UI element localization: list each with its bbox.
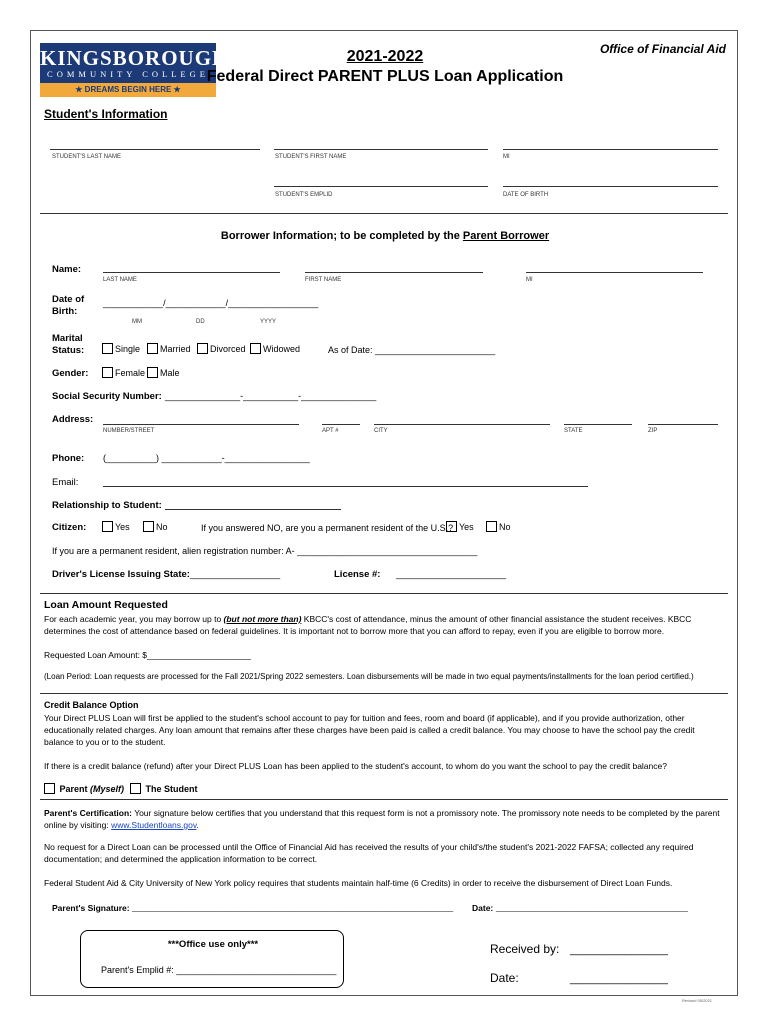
email-label: Email:: [52, 477, 79, 488]
address-apt-caption: APT #: [322, 428, 339, 434]
alien-registration-field[interactable]: If you are a permanent resident, alien registration number: A- ____________________________________: [52, 546, 478, 556]
gender-female-label: Female: [115, 367, 146, 378]
checkbox-icon: [143, 521, 154, 532]
checkbox-icon: [130, 783, 141, 794]
dob-dd-caption: DD: [196, 319, 205, 325]
relationship-label: Relationship to Student:: [52, 500, 162, 511]
marital-label-line2: Status:: [52, 345, 85, 356]
citizen-yes-checkbox[interactable]: [102, 521, 130, 532]
credit-parent-checkbox[interactable]: [44, 783, 124, 794]
credit-balance-question: If there is a credit balance (refund) after your Direct PLUS Loan has been applied to the student's account, to whom do you want the school to pay the credit balance?: [44, 761, 667, 771]
certification-label: Parent's Certification:: [44, 808, 132, 818]
office-use-heading: ***Office use only***: [167, 939, 259, 950]
marital-widowed-checkbox[interactable]: [250, 343, 300, 354]
student-dob-line[interactable]: [503, 186, 718, 187]
signature-date-field[interactable]: ______________________________________________: [496, 903, 688, 912]
borrower-first-name-caption: FIRST NAME: [305, 277, 342, 283]
borrower-heading: [0, 230, 770, 242]
pr-yes-label: Yes: [459, 521, 474, 532]
student-emplid-caption: STUDENT'S EMPLID: [275, 192, 333, 198]
logo-name: KINGSBOROUGH: [40, 46, 230, 70]
address-zip-caption: ZIP: [648, 428, 658, 434]
borrower-last-name-line[interactable]: [103, 272, 280, 273]
checkbox-icon: [102, 367, 113, 378]
phone-label: Phone:: [52, 453, 85, 464]
student-emplid-line[interactable]: [274, 186, 488, 187]
dob-label-line2: Birth:: [52, 306, 78, 317]
loan-amount-paragraph: [44, 613, 724, 637]
gender-female-checkbox[interactable]: [102, 367, 145, 378]
license-number-input[interactable]: ______________________: [396, 569, 507, 579]
credit-parent-label: Parent: [59, 783, 88, 794]
email-line[interactable]: [103, 486, 588, 487]
pr-no-label: No: [499, 521, 511, 532]
loan-period-note: (Loan Period: Loan requests are processed for the Fall 2021/Spring 2022 semesters. Loan disbursements will be made in two equal payments/installments for the loan period certified.): [44, 672, 694, 681]
fafsa-requirement-paragraph: No request for a Direct Loan can be processed until the Office of Financial Aid has received the results of your child's/the student's 2021-2022 FAFSA; collected any required documentation; and determined the application information to be correct.: [44, 842, 694, 864]
borrower-mi-caption: MI: [526, 277, 533, 283]
drivers-license-state-input[interactable]: __________________: [190, 569, 281, 579]
checkbox-icon: [147, 343, 158, 354]
address-state-line[interactable]: [564, 424, 632, 425]
received-by-label: Received by:: [490, 942, 560, 956]
citizen-no-label: No: [156, 521, 168, 532]
student-mi-line[interactable]: [503, 149, 718, 150]
checkbox-icon: [250, 343, 261, 354]
certification-text: Your signature below certifies that you understand that this request form is not a promissory note. The promissory note needs to be completed by the parent online by visiting:: [44, 808, 720, 830]
marital-label-line1: Marital: [52, 333, 83, 344]
checkbox-icon: [197, 343, 208, 354]
checkbox-icon: [102, 343, 113, 354]
divider: [40, 693, 728, 694]
form-year: 2021-2022: [346, 48, 424, 65]
address-street-caption: NUMBER/STREET: [103, 428, 155, 434]
gender-male-checkbox[interactable]: [147, 367, 180, 378]
loan-para-start: For each academic year, you may borrow up to: [44, 614, 224, 624]
gender-label: Gender:: [52, 368, 89, 379]
checkbox-icon: [446, 521, 457, 532]
address-zip-line[interactable]: [648, 424, 718, 425]
parent-signature-label: Parent's Signature:: [52, 903, 130, 913]
marital-single-label: Single: [115, 343, 141, 354]
office-date-label: Date:: [490, 971, 519, 985]
ssn-input[interactable]: _______________-___________-_______________: [165, 391, 377, 401]
name-label: Name:: [52, 264, 82, 275]
office-date-field[interactable]: ________________: [570, 973, 668, 985]
address-apt-line[interactable]: [322, 424, 360, 425]
revision-code: Revised 05/2021: [682, 998, 713, 1003]
student-first-name-caption: STUDENT'S FIRST NAME: [275, 154, 347, 160]
checkbox-icon: [44, 783, 55, 794]
parent-certification: [44, 807, 724, 831]
marital-single-checkbox[interactable]: [102, 343, 140, 354]
credit-myself-label: (Myself): [90, 783, 125, 794]
logo-subtitle: COMMUNITY COLLEGE: [47, 69, 209, 79]
phone-input[interactable]: (__________) ____________-_________________: [103, 453, 310, 463]
borrower-heading-underlined: Parent Borrower: [462, 230, 550, 242]
permanent-resident-question: If you answered NO, are you a permanent resident of the U.S.?: [201, 523, 454, 533]
student-first-name-line[interactable]: [274, 149, 488, 150]
ssn-label: Social Security Number:: [52, 391, 162, 402]
citizen-no-checkbox[interactable]: [143, 521, 168, 532]
divider: [40, 593, 728, 594]
credit-balance-paragraph: Your Direct PLUS Loan will first be applied to the student's school account to pay for tuition and fees, room and board (if applicable), and if you provide authorization, other educationally related charges. Any loan amount that remains after these charges have been paid is called a credit balance. You may choose to have the school pay the credit balance to you or to the student.: [44, 713, 695, 747]
marital-married-checkbox[interactable]: [147, 343, 191, 354]
borrower-mi-line[interactable]: [526, 272, 703, 273]
divider: [40, 213, 728, 214]
loan-para-end: KBCC's cost of attendance, minus the amount of other financial assistance the student receives. KBCC determines the cost of attendance based on federal guidelines. It is important not to borrow more that you can afford to repay, even if you are eligible to borrow more.: [44, 614, 692, 636]
address-label: Address:: [52, 414, 94, 425]
student-dob-caption: DATE OF BIRTH: [503, 192, 549, 198]
address-city-line[interactable]: [374, 424, 550, 425]
pr-no-checkbox[interactable]: [486, 521, 511, 532]
checkbox-icon: [147, 367, 158, 378]
requested-loan-amount-field[interactable]: Requested Loan Amount: $______________________: [44, 650, 252, 660]
credit-balance-heading: Credit Balance Option: [44, 700, 139, 710]
form-title: Federal Direct PARENT PLUS Loan Application: [206, 68, 564, 85]
studentloans-link[interactable]: www.Studentloans.gov: [111, 820, 197, 830]
relationship-line[interactable]: [165, 509, 341, 510]
citizen-label: Citizen:: [52, 522, 87, 533]
checkbox-icon: [486, 521, 497, 532]
half-time-policy-paragraph: Federal Student Aid & City University of New York policy requires that students maintain half-time (6 Credits) in order to receive the disbursement of Direct Loan Funds.: [44, 878, 673, 888]
gender-male-label: Male: [160, 367, 180, 378]
marital-as-of-date[interactable]: As of Date: ________________________: [328, 345, 496, 355]
office-name: Office of Financial Aid: [599, 42, 726, 56]
loan-amount-heading: Loan Amount Requested: [44, 599, 168, 611]
certification-period: .: [196, 820, 199, 830]
credit-student-checkbox[interactable]: [130, 783, 198, 794]
checkbox-icon: [102, 521, 113, 532]
student-info-heading: Student's Information: [44, 107, 168, 121]
pr-yes-checkbox[interactable]: [446, 521, 474, 532]
marital-married-label: Married: [160, 343, 191, 354]
dob-input[interactable]: ____________/____________/__________________: [103, 298, 319, 308]
parent-signature-field[interactable]: _____________________________________________________________________________: [132, 903, 454, 912]
logo-tagline: ★ DREAMS BEGIN HERE ★: [40, 83, 216, 97]
marital-widowed-label: Widowed: [263, 343, 301, 354]
dob-label-line1: Date of: [52, 294, 85, 305]
address-state-caption: STATE: [564, 428, 583, 434]
student-last-name-line[interactable]: [50, 149, 260, 150]
dob-mm-caption: MM: [132, 319, 142, 325]
dob-yyyy-caption: YYYY: [260, 319, 277, 325]
borrower-heading-text: Borrower Information; to be completed by the: [220, 230, 463, 242]
address-city-caption: CITY: [374, 428, 388, 434]
marital-divorced-checkbox[interactable]: [197, 343, 246, 354]
credit-student-label: The Student: [145, 783, 198, 794]
divider: [40, 799, 728, 800]
drivers-license-state-label: Driver's License Issuing State:: [52, 569, 190, 580]
address-street-line[interactable]: [103, 424, 299, 425]
borrower-first-name-line[interactable]: [305, 272, 483, 273]
student-mi-caption: MI: [503, 154, 510, 160]
student-last-name-caption: STUDENT'S LAST NAME: [52, 154, 122, 160]
loan-para-emphasis: (but not more than): [223, 614, 302, 624]
parent-emplid-field[interactable]: Parent's Emplid #: ________________________________: [101, 965, 337, 975]
marital-divorced-label: Divorced: [210, 343, 246, 354]
borrower-last-name-caption: LAST NAME: [103, 277, 137, 283]
office-use-box: [80, 930, 344, 988]
citizen-yes-label: Yes: [115, 521, 130, 532]
received-by-field[interactable]: ________________: [570, 944, 668, 956]
license-number-label: License #:: [334, 569, 381, 580]
signature-date-label: Date:: [472, 903, 494, 913]
